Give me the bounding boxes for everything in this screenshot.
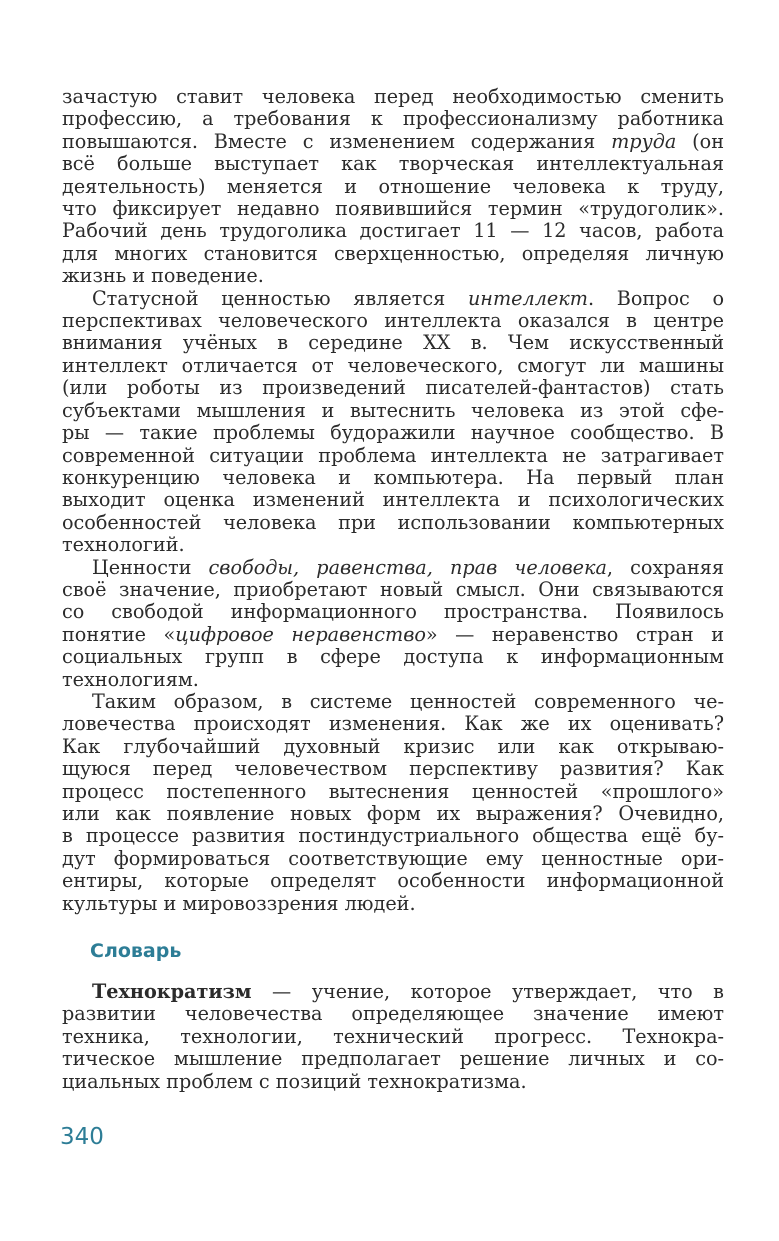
text-segment: перспективах человеческого интеллекта оказался в центре (62, 309, 724, 333)
text-segment: процесс постепенного вытеснения ценностей «прошлого» (62, 779, 724, 803)
text-line (62, 713, 724, 735)
text-line (62, 400, 724, 422)
text-line (62, 758, 724, 780)
text-line (62, 691, 724, 713)
text-line (62, 355, 724, 377)
text-segment: профессию, а требования к профессионализму работника (62, 107, 724, 131)
text-line (62, 601, 724, 623)
text-line (62, 1026, 724, 1048)
text-segment: со свободой информационного пространства. Появилось (62, 600, 724, 624)
text-segment: развитии человечества определяющее значение имеют (62, 1002, 724, 1026)
paragraph (62, 86, 724, 288)
text-segment: дут формироваться соответствующие ему ценностные ори- (62, 846, 724, 870)
paragraph (62, 691, 724, 915)
text-segment: тическое мышление предполагает решение личных и со- (62, 1047, 724, 1071)
text-line (62, 489, 724, 511)
text-segment: » — неравенство стран и (425, 622, 724, 646)
text-line (62, 557, 724, 579)
text-line (62, 512, 724, 534)
text-segment: , сохраняя (606, 555, 724, 579)
text-line (62, 445, 724, 467)
glossary-entry (62, 981, 724, 1093)
text-line (62, 736, 724, 758)
glossary-definition (62, 981, 724, 1093)
text-line (62, 332, 724, 354)
text-segment: (или роботы из произведений писателей-фантастов) стать (62, 376, 724, 400)
text-segment: Статусной ценностью является (92, 286, 468, 310)
text-segment: щуюся перед человечеством перспективу развития? Как (62, 757, 724, 781)
italic-term: труда (611, 129, 677, 153)
text-line (62, 153, 724, 175)
italic-term: цифровое неравенство (175, 622, 426, 646)
text-segment: всё больше выступает как творческая интеллектуальная (62, 152, 724, 176)
text-segment: Рабочий день трудоголика достигает 11 — 12 часов, работа (62, 219, 724, 243)
text-line (62, 624, 724, 646)
text-line (62, 108, 724, 130)
text-segment: современной ситуации проблема интеллекта не затрагивает (62, 443, 724, 467)
text-segment: или как появление новых форм их выражения? Очевидно, (62, 802, 724, 825)
text-line (62, 848, 724, 870)
text-segment: Как глубочайший духовный кризис или как открываю- (62, 734, 724, 758)
text-line (62, 220, 724, 242)
text-line (62, 1003, 724, 1025)
text-segment: технологиям. (62, 667, 199, 691)
text-segment: конкуренцию человека и компьютера. На первый план (62, 465, 724, 489)
text-line (62, 669, 724, 691)
text-segment: — учение, которое утверждает, что в (251, 980, 724, 1004)
text-line (62, 1071, 724, 1093)
text-segment: социальных групп в сфере доступа к информационным (62, 645, 724, 669)
text-segment: техника, технологии, технический прогресс. Технокра- (62, 1024, 724, 1048)
text-line (62, 176, 724, 198)
text-segment: что фиксирует недавно появившийся термин «трудоголик». (62, 197, 724, 221)
text-line (62, 467, 724, 489)
bold-term: Технократизм (92, 980, 252, 1004)
text-line (62, 198, 724, 220)
text-line (62, 803, 724, 825)
text-line (62, 377, 724, 399)
text-line (62, 288, 724, 310)
text-segment: понятие « (62, 622, 176, 646)
glossary-heading: Словарь (90, 940, 182, 963)
text-segment: повышаются. Вместе с изменением содержания (62, 129, 612, 153)
text-segment: выходит оценка изменений интеллекта и психологических (62, 488, 724, 512)
text-line (62, 781, 724, 803)
text-segment: ловечества происходят изменения. Как же их оценивать? (62, 712, 724, 736)
text-segment: зачастую ставит человека перед необходимостью сменить (62, 85, 724, 108)
text-line (62, 981, 724, 1003)
page-number: 340 (60, 1124, 104, 1150)
italic-term: свободы, равенства, прав человека (208, 555, 607, 579)
italic-term: интеллект (467, 286, 588, 310)
paragraph (62, 288, 724, 557)
paragraph (62, 557, 724, 691)
text-line (62, 579, 724, 601)
text-segment: субъектами мышления и вытеснить человека из этой сфе- (62, 398, 724, 422)
text-line (62, 422, 724, 444)
text-segment: Таким образом, в системе ценностей современного че- (92, 689, 724, 713)
page-body (62, 86, 724, 1093)
text-line (62, 310, 724, 332)
text-segment: особенностей человека при использовании компьютерных (62, 510, 724, 534)
text-segment: Ценности (92, 555, 209, 579)
text-segment: технологий. (62, 533, 185, 557)
text-line (62, 870, 724, 892)
text-line (62, 265, 724, 287)
text-line (62, 893, 724, 915)
text-segment: ры — такие проблемы будоражили научное сообщество. В (62, 421, 724, 445)
text-segment: ентиры, которые определят особенности информационной (62, 869, 724, 893)
text-line (62, 534, 724, 556)
text-segment: . Вопрос о (587, 286, 725, 310)
text-line (62, 131, 724, 153)
main-text (62, 86, 724, 915)
text-segment: интеллект отличается от человеческого, смогут ли машины (62, 353, 724, 377)
text-segment: для многих становится сверхценностью, определяя личную (62, 241, 724, 265)
text-segment: (он (676, 129, 724, 153)
text-line (62, 646, 724, 668)
text-segment: внимания учёных в середине XX в. Чем искусственный (62, 331, 724, 355)
text-line (62, 825, 724, 847)
text-line (62, 243, 724, 265)
text-segment: циальных проблем с позиций технократизма. (62, 1069, 527, 1093)
text-line (62, 86, 724, 108)
text-line (62, 1048, 724, 1070)
text-segment: культуры и мировоззрения людей. (62, 891, 416, 915)
text-segment: жизнь и поведение. (62, 264, 264, 288)
text-segment: деятельность) меняется и отношение человека к труду, (62, 174, 724, 198)
text-segment: в процессе развития постиндустриального общества ещё бу- (62, 824, 724, 848)
text-segment: своё значение, приобретают новый смысл. Они связываются (62, 577, 724, 601)
